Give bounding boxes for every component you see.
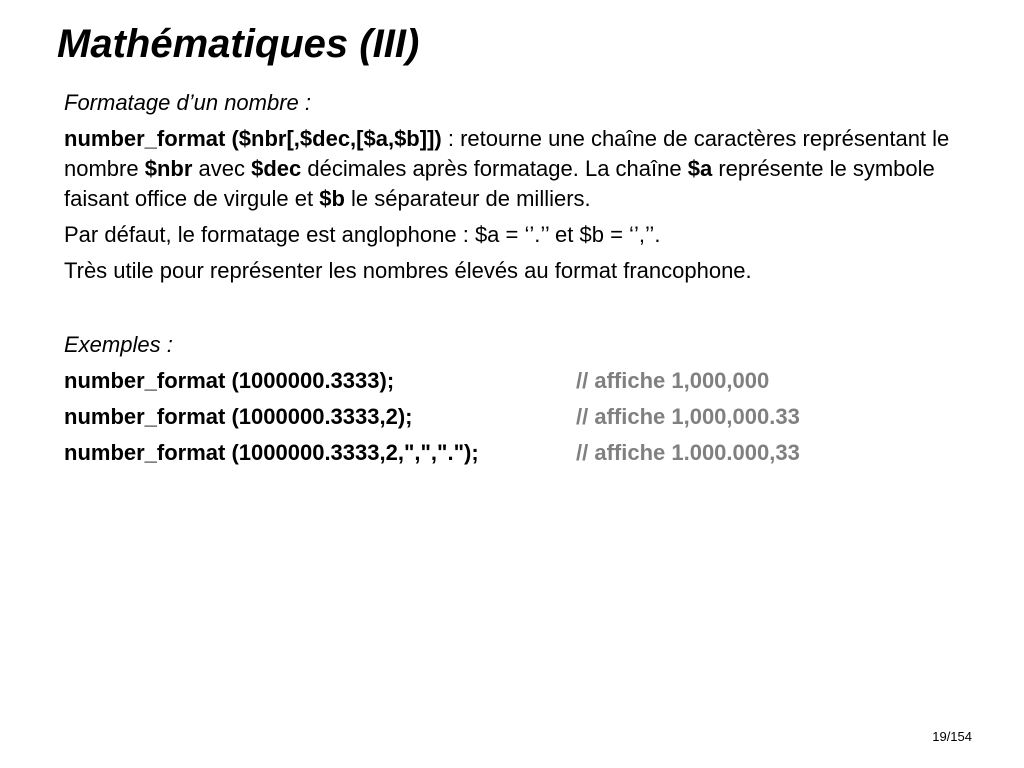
example-code: number_format (1000000.3333); [64, 368, 395, 393]
function-signature: number_format ($nbr[,$dec,[$a,$b]]) [64, 126, 442, 151]
default-format-note: Par défaut, le formatage est anglophone : $a = ‘’.’’ et $b = ‘’,’’. [64, 222, 661, 247]
description-text-3: décimales après formatage. La chaîne [301, 156, 688, 181]
example-code: number_format (1000000.3333,2); [64, 404, 413, 429]
examples-heading: Exemples : [64, 332, 173, 357]
param-b: $b [319, 186, 345, 211]
example-row [64, 402, 974, 438]
description-text-4: représente le symbole faisant office de virgule et [64, 156, 935, 211]
slide-content [64, 88, 974, 474]
intro-heading: Formatage d’un nombre : [64, 90, 312, 115]
page-number: 19/154 [932, 729, 972, 744]
description-text-5: le séparateur de milliers. [344, 186, 591, 211]
param-dec: $dec [251, 156, 302, 181]
example-comment: // affiche 1.000.000,33 [576, 440, 800, 465]
example-comment: // affiche 1,000,000.33 [576, 404, 800, 429]
example-code: number_format (1000000.3333,2,",","."); [64, 440, 479, 465]
description-text-1: : retourne une chaîne de caractères représentant le nombre [64, 126, 950, 181]
param-nbr: $nbr [144, 156, 193, 181]
slide-title: Mathématiques (III) [57, 22, 420, 66]
function-description [64, 124, 974, 214]
example-row [64, 366, 974, 402]
description-text-2: avec [192, 156, 252, 181]
example-comment: // affiche 1,000,000 [576, 368, 770, 393]
example-row [64, 438, 974, 474]
spacer [64, 292, 974, 330]
param-a: $a [687, 156, 713, 181]
usage-note: Très utile pour représenter les nombres élevés au format francophone. [64, 258, 752, 283]
